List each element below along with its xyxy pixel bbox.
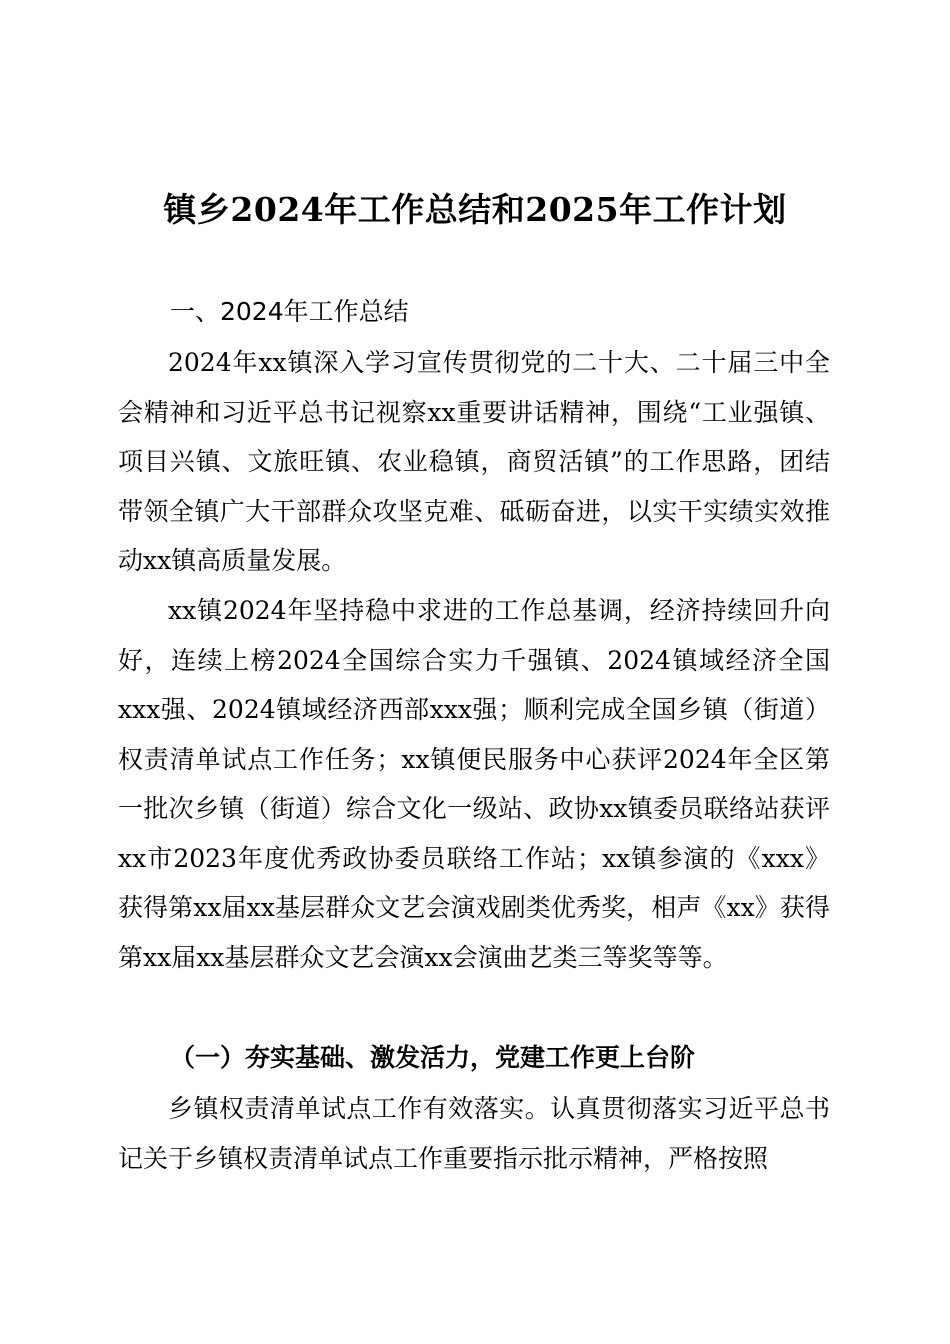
- paragraph-achievements-text: xx镇2024年坚持稳中求进的工作总基调，经济持续回升向好，连续上榜2024全国综合实力千强镇、2024镇域经济全国xxx强、2024镇域经济西部xxx强；顺利完成全国乡镇（街道）权责清单试点工作任务；xx镇便民服务中心获评2024年全区第一批次乡镇（街道）综合文化一级站、政协xx镇委员联络站获评xx市2023年度优秀政协委员联络工作站；xx镇参演的《xxx》获得第xx届xx基层群众文艺会演戏剧类优秀奖，相声《xx》获得第xx届xx基层群众文艺会演xx会演曲艺类三等奖等等。: [118, 596, 830, 972]
- paragraph-intro: [118, 338, 830, 586]
- document-title: 镇乡2024年工作总结和2025年工作计划: [163, 190, 787, 229]
- subsection-heading-party-building: （一）夯实基础、激发活力，党建工作更上台阶: [170, 1043, 696, 1072]
- paragraph-intro-text: 2024年xx镇深入学习宣传贯彻党的二十大、二十届三中全会精神和习近平总书记视察xx重要讲话精神，围绕“工业强镇、项目兴镇、文旅旺镇、农业稳镇，商贸活镇”的工作思路，团结带领全镇广大干部群众攻坚克难、砥砺奋进，以实干实绩实效推动xx镇高质量发展。: [118, 348, 830, 575]
- paragraph-achievements: [118, 586, 830, 982]
- paragraph-responsibility-list: [118, 1084, 830, 1183]
- paragraph-responsibility-list-text: 乡镇权责清单试点工作有效落实。认真贯彻落实习近平总书记关于乡镇权责清单试点工作重要指示批示精神，严格按照: [118, 1094, 830, 1173]
- section-heading-work-summary: 一、2024年工作总结: [170, 297, 409, 326]
